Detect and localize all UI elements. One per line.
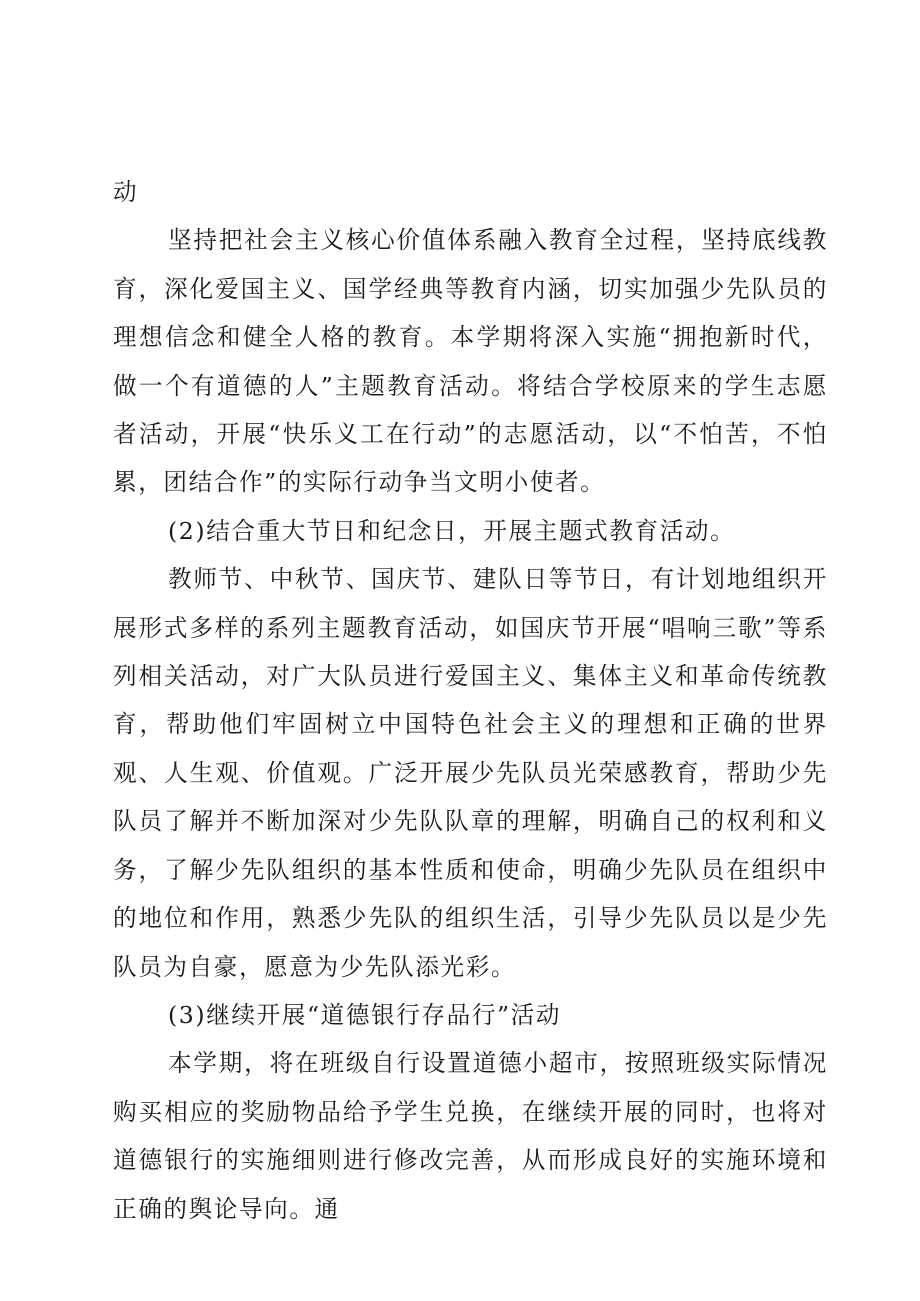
section-heading-3: (3)继续开展“道德银行存品行”活动 xyxy=(168,1000,562,1029)
paragraph-continuation: 动 xyxy=(113,178,139,206)
paragraph-core-values: 坚持把社会主义核心价值体系融入教育全过程，坚持底线教育，深化爱国主义、国学经典等教育内涵，切实加强少先队员的理想信念和健全人格的教育。本学期将深入实施“拥抱新时代，做一个有道德的人”主题教育活动。将结合学校原来的学生志愿者活动，开展“快乐义工在行动”的志愿活动，以“不怕苦，不怕累，团结合作”的实际行动争当文明小使者。 xyxy=(113,226,828,497)
section-heading-2: (2)结合重大节日和纪念日，开展主题式教育活动。 xyxy=(168,516,736,545)
paragraph-moral-bank: 本学期，将在班级自行设置道德小超市，按照班级实际情况购买相应的奖励物品给予学生兑换，在继续开展的同时，也将对道德银行的实施细则进行修改完善，从而形成良好的实施环境和正确的舆论导向。通 xyxy=(113,1049,828,1223)
paragraph-festivals: 教师节、中秋节、国庆节、建队日等节日，有计划地组织开展形式多样的系列主题教育活动，如国庆节开展“唱响三歌”等系列相关活动，对广大队员进行爱国主义、集体主义和革命传统教育，帮助他们牢固树立中国特色社会主义的理想和正确的世界观、人生观、价值观。广泛开展少先队员光荣感教育，帮助少先队员了解并不断加深对少先队队章的理解，明确自己的权利和义务，了解少先队组织的基本性质和使命，明确少先队员在组织中的地位和作用，熟悉少先队的组织生活，引导少先队员以是少先队员为自豪，愿意为少先队添光彩。 xyxy=(113,565,828,981)
document-body xyxy=(113,168,828,1233)
